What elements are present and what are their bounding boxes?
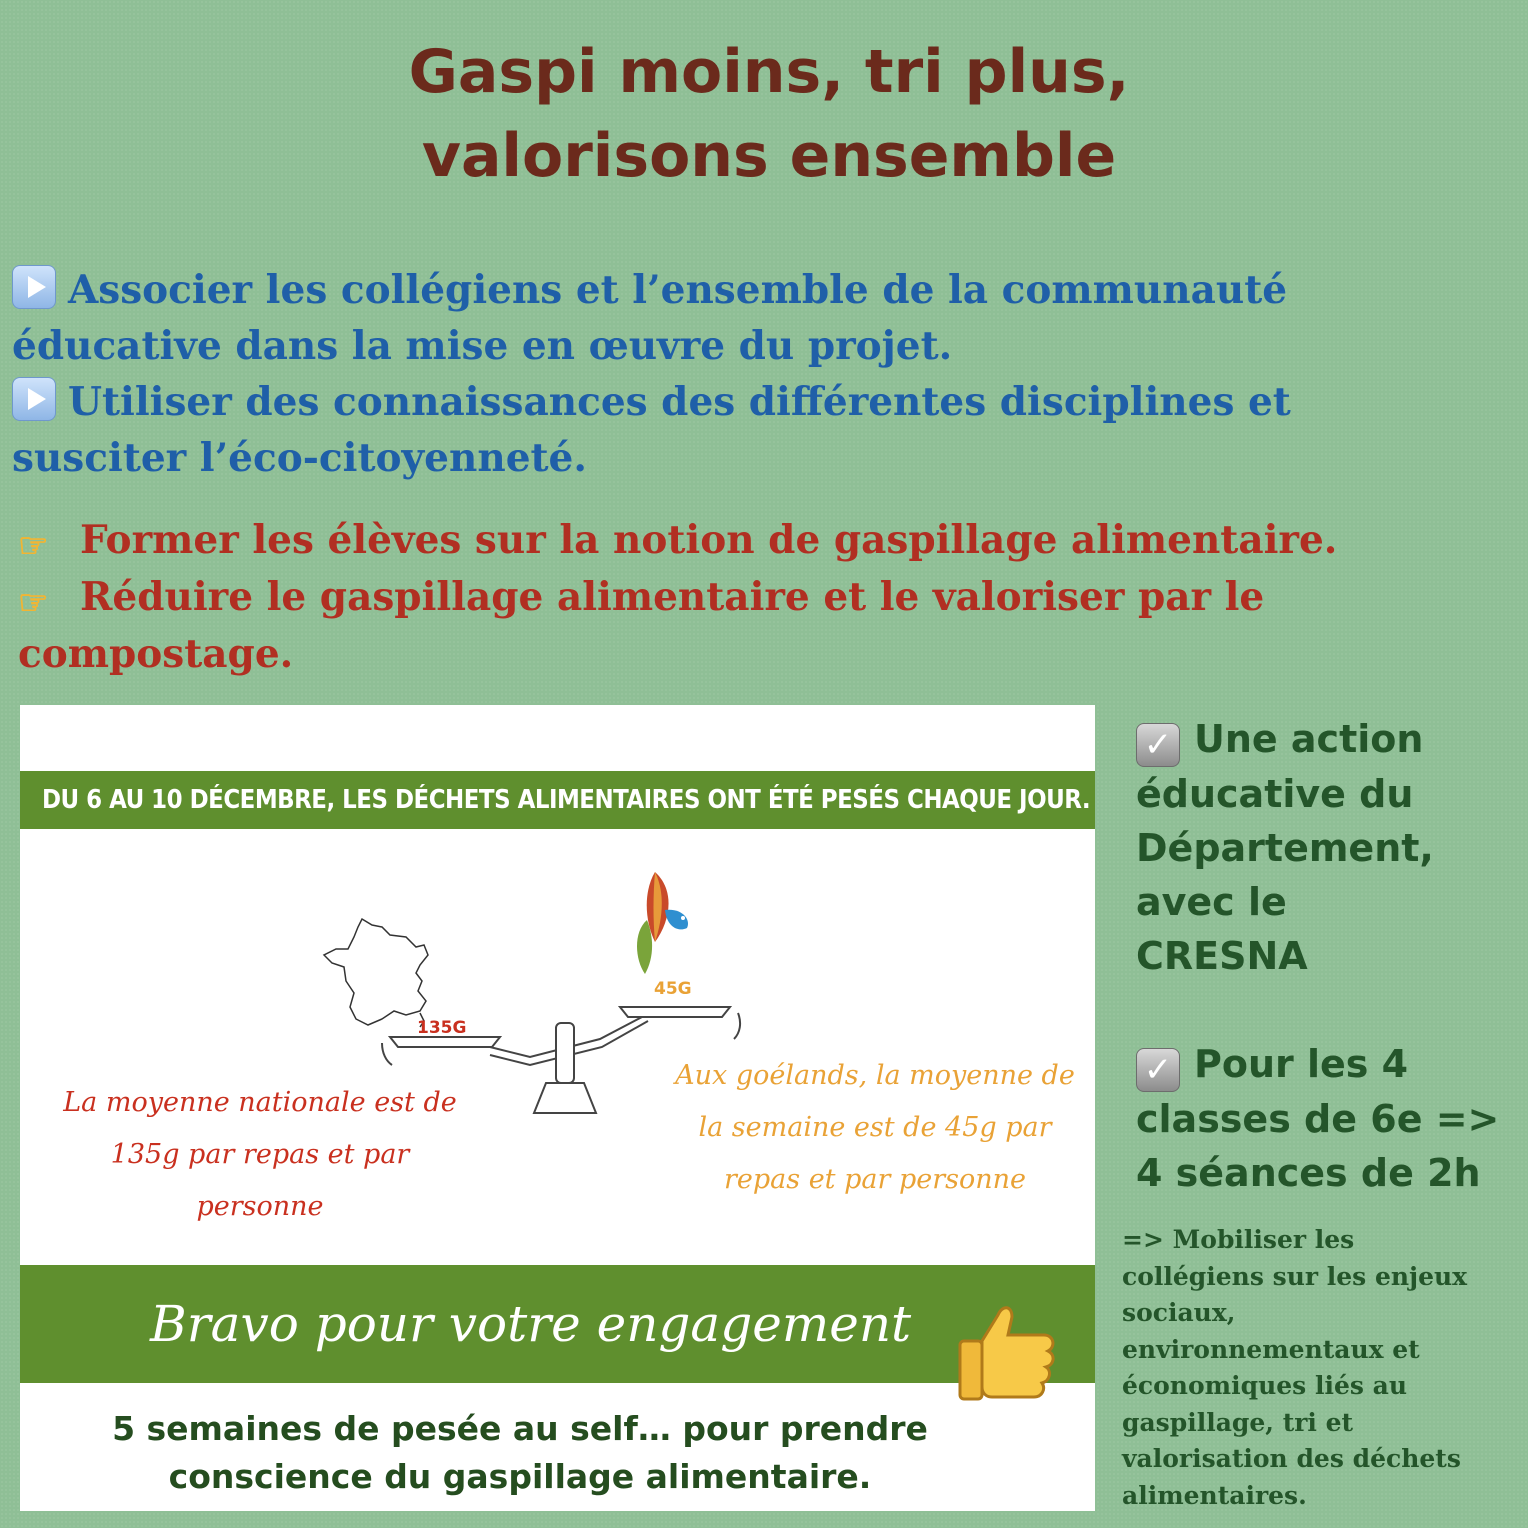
national-note-line-2: 135g par repas et par — [110, 1139, 410, 1170]
mobilise-note — [1122, 1222, 1522, 1514]
objective-1 — [12, 262, 1512, 318]
mobilise-line-1: => Mobiliser les — [1122, 1225, 1355, 1254]
highlight-1-line-3: Département, — [1136, 826, 1434, 870]
mobilise-line-2: collégiens sur les enjeux — [1122, 1261, 1468, 1291]
check-box-icon: ✓ — [1136, 723, 1180, 767]
school-average-note — [660, 1050, 1090, 1206]
highlight-cresna — [1136, 712, 1516, 983]
infographic-panel — [20, 705, 1095, 1511]
objectives-block — [12, 262, 1512, 486]
goal-1 — [18, 512, 1518, 569]
highlight-1-line-4: avec le — [1136, 880, 1287, 924]
weight-school-label: 45G — [654, 979, 692, 999]
weighing-banner: DU 6 AU 10 DÉCEMBRE, LES DÉCHETS ALIMENTAIRES ONT ÉTÉ PESÉS CHAQUE JOUR. — [20, 771, 1095, 829]
highlight-1-line-5: CRESNA — [1136, 934, 1308, 978]
weight-national-label: 135G — [417, 1018, 467, 1038]
highlight-sessions — [1136, 1037, 1516, 1200]
weighing-summary — [20, 1405, 1020, 1501]
play-button-icon — [12, 265, 56, 309]
play-button-icon — [12, 377, 56, 421]
goal-2-line-1: Réduire le gaspillage alimentaire et le valoriser par le — [80, 574, 1265, 620]
mobilise-line-3: sociaux, — [1122, 1298, 1236, 1327]
objective-2-line-1: Utiliser des connaissances des différentes disciplines et — [68, 379, 1291, 425]
summary-line-2: conscience du gaspillage alimentaire. — [168, 1457, 872, 1496]
thumbs-up-icon — [952, 1295, 1062, 1405]
leaf-bird-logo-icon — [625, 870, 695, 980]
pointing-hand-icon: ☞ — [18, 583, 49, 623]
goal-1-text: Former les élèves sur la notion de gaspillage alimentaire. — [80, 517, 1338, 563]
objective-1-line-2: éducative dans la mise en œuvre du projet. — [12, 323, 953, 369]
summary-line-1: 5 semaines de pesée au self… pour prendre — [112, 1409, 928, 1448]
school-note-line-1: Aux goélands, la moyenne de — [675, 1060, 1075, 1091]
mobilise-line-7: valorisation des déchets — [1122, 1444, 1461, 1473]
national-average-note — [40, 1077, 480, 1233]
goal-2-line-2: compostage. — [18, 631, 294, 677]
bravo-band — [20, 1265, 1095, 1383]
objective-2-line-2: susciter l’éco-citoyenneté. — [12, 435, 587, 481]
title-line-2: valorisons ensemble — [421, 121, 1117, 191]
highlight-2-line-3: 4 séances de 2h — [1136, 1151, 1481, 1195]
bravo-text: Bravo pour votre engagement — [150, 1295, 912, 1353]
mobilise-line-8: alimentaires. — [1122, 1480, 1307, 1510]
objective-2 — [12, 374, 1512, 430]
page-title — [0, 30, 1528, 198]
school-note-line-3: repas et par personne — [723, 1164, 1027, 1195]
highlight-1-line-1: Une action — [1194, 717, 1424, 761]
side-highlights — [1136, 712, 1516, 1200]
goal-2 — [18, 569, 1518, 626]
pointing-hand-icon: ☞ — [18, 526, 49, 566]
highlight-2-line-2: classes de 6e => — [1136, 1097, 1500, 1141]
national-note-line-1: La moyenne nationale est de — [63, 1087, 457, 1118]
highlight-2-line-1: Pour les 4 — [1194, 1042, 1409, 1086]
mobilise-line-6: gaspillage, tri et — [1122, 1407, 1354, 1437]
highlight-1-line-2: éducative du — [1136, 772, 1414, 816]
title-line-1: Gaspi moins, tri plus, — [408, 37, 1130, 107]
national-note-line-3: personne — [196, 1191, 324, 1222]
school-note-line-2: la semaine est de 45g par — [698, 1112, 1052, 1143]
check-box-icon: ✓ — [1136, 1048, 1180, 1092]
objective-1-line-1: Associer les collégiens et l’ensemble de la communauté — [68, 267, 1288, 313]
mobilise-line-5: économiques liés au — [1122, 1371, 1407, 1400]
goals-block — [18, 512, 1518, 683]
mobilise-line-4: environnementaux et — [1122, 1334, 1420, 1364]
